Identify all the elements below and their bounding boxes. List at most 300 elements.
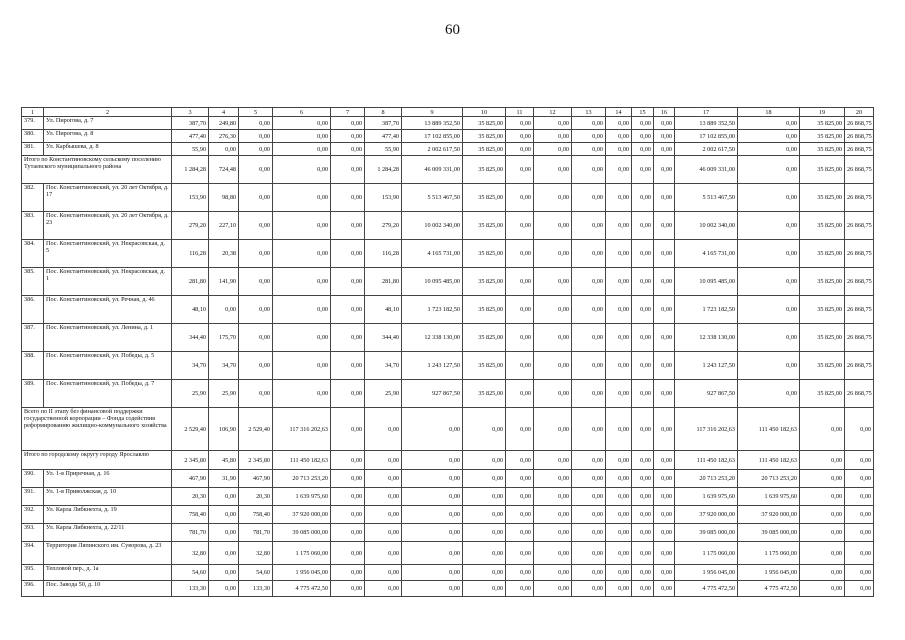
value-cell: 0,00	[534, 470, 572, 488]
value-cell: 0,00	[606, 488, 632, 506]
value-cell: 0,00	[209, 488, 239, 506]
value-cell: 5 513 467,50	[675, 184, 738, 212]
value-cell: 0,00	[463, 488, 506, 506]
value-cell: 0,00	[606, 156, 632, 184]
value-cell: 45,80	[209, 451, 239, 470]
value-cell: 0,00	[572, 143, 606, 156]
value-cell: 0,00	[606, 324, 632, 352]
value-cell: 0,00	[365, 470, 402, 488]
value-cell: 0,00	[632, 380, 654, 408]
address-cell: Пос. Константиновский, ул. Некрасовская, д. 5	[44, 240, 172, 268]
value-cell: 0,00	[506, 130, 534, 143]
value-cell: 26 868,75	[845, 352, 874, 380]
value-cell: 13 889 352,50	[675, 117, 738, 130]
value-cell: 927 867,50	[402, 380, 463, 408]
value-cell: 0,00	[606, 506, 632, 524]
value-cell: 0,00	[239, 268, 273, 296]
value-cell: 0,00	[209, 542, 239, 565]
value-cell: 0,00	[239, 352, 273, 380]
value-cell: 0,00	[534, 143, 572, 156]
value-cell: 0,00	[331, 506, 365, 524]
value-cell: 0,00	[654, 380, 675, 408]
value-cell: 0,00	[632, 184, 654, 212]
value-cell: 116,28	[172, 240, 209, 268]
value-cell: 35 825,00	[800, 268, 845, 296]
value-cell: 1 639 975,60	[273, 488, 331, 506]
value-cell: 17 102 855,00	[675, 130, 738, 143]
value-cell: 2 002 617,50	[675, 143, 738, 156]
value-cell: 0,00	[572, 296, 606, 324]
table-row	[22, 184, 874, 212]
value-cell: 12 338 130,00	[402, 324, 463, 352]
column-header: 12	[534, 108, 572, 117]
row-number: 391.	[22, 488, 44, 506]
value-cell: 0,00	[654, 488, 675, 506]
value-cell: 0,00	[463, 524, 506, 542]
value-cell: 25,90	[365, 380, 402, 408]
address-cell: Ул. Карбышева, д. 8	[44, 143, 172, 156]
value-cell: 35 825,00	[800, 240, 845, 268]
value-cell: 0,00	[239, 184, 273, 212]
value-cell: 0,00	[273, 324, 331, 352]
value-cell: 467,90	[172, 470, 209, 488]
value-cell: 0,00	[738, 296, 800, 324]
value-cell: 0,00	[331, 324, 365, 352]
value-cell: 117 316 202,63	[273, 408, 331, 451]
table-row	[22, 268, 874, 296]
value-cell: 0,00	[632, 524, 654, 542]
value-cell: 0,00	[506, 451, 534, 470]
value-cell: 0,00	[632, 581, 654, 597]
value-cell: 26 868,75	[845, 240, 874, 268]
value-cell: 0,00	[654, 296, 675, 324]
value-cell: 54,60	[239, 565, 273, 581]
value-cell: 0,00	[273, 212, 331, 240]
value-cell: 0,00	[738, 380, 800, 408]
column-header: 15	[632, 108, 654, 117]
value-cell: 0,00	[273, 143, 331, 156]
value-cell: 0,00	[506, 506, 534, 524]
value-cell: 0,00	[845, 542, 874, 565]
value-cell: 0,00	[365, 488, 402, 506]
value-cell: 20 713 253,20	[738, 470, 800, 488]
address-cell: Пос. Завода 50, д. 10	[44, 581, 172, 597]
value-cell: 0,00	[845, 524, 874, 542]
value-cell: 0,00	[632, 240, 654, 268]
value-cell: 35 825,00	[463, 352, 506, 380]
address-cell: Пос. Константиновский, ул. Некрасовская, д. 1	[44, 268, 172, 296]
table-row	[22, 542, 874, 565]
value-cell: 0,00	[365, 542, 402, 565]
value-cell: 12 338 130,00	[675, 324, 738, 352]
table-row	[22, 470, 874, 488]
value-cell: 0,00	[506, 324, 534, 352]
address-cell: Пос. Константиновский, ул. 20 лет Октября, д. 17	[44, 184, 172, 212]
value-cell: 344,40	[365, 324, 402, 352]
value-cell: 0,00	[654, 212, 675, 240]
value-cell: 34,70	[365, 352, 402, 380]
value-cell: 0,00	[273, 240, 331, 268]
value-cell: 0,00	[632, 143, 654, 156]
value-cell: 0,00	[209, 143, 239, 156]
address-cell: Ул. Пирогова, д. 8	[44, 130, 172, 143]
value-cell: 0,00	[506, 268, 534, 296]
value-cell: 0,00	[273, 296, 331, 324]
value-cell: 48,10	[365, 296, 402, 324]
value-cell: 1 639 975,60	[738, 488, 800, 506]
value-cell: 0,00	[654, 470, 675, 488]
value-cell: 10 002 340,00	[402, 212, 463, 240]
data-table	[21, 107, 874, 597]
value-cell: 0,00	[365, 408, 402, 451]
value-cell: 0,00	[534, 117, 572, 130]
value-cell: 4 165 731,00	[402, 240, 463, 268]
value-cell: 279,20	[365, 212, 402, 240]
value-cell: 0,00	[506, 117, 534, 130]
value-cell: 0,00	[632, 352, 654, 380]
value-cell: 0,00	[331, 524, 365, 542]
row-number: 385.	[22, 268, 44, 296]
value-cell: 927 867,50	[675, 380, 738, 408]
value-cell: 477,40	[365, 130, 402, 143]
value-cell: 0,00	[365, 506, 402, 524]
value-cell: 17 102 855,00	[402, 130, 463, 143]
table-row	[22, 117, 874, 130]
value-cell: 0,00	[800, 408, 845, 451]
value-cell: 0,00	[606, 240, 632, 268]
value-cell: 0,00	[506, 524, 534, 542]
row-number: 390.	[22, 470, 44, 488]
value-cell: 0,00	[606, 581, 632, 597]
value-cell: 0,00	[738, 240, 800, 268]
value-cell: 35 825,00	[463, 268, 506, 296]
row-number: 393.	[22, 524, 44, 542]
value-cell: 0,00	[632, 268, 654, 296]
value-cell: 0,00	[606, 268, 632, 296]
value-cell: 0,00	[654, 143, 675, 156]
value-cell: 35 825,00	[800, 380, 845, 408]
total-row	[22, 451, 874, 470]
value-cell: 0,00	[632, 408, 654, 451]
value-cell: 0,00	[463, 565, 506, 581]
value-cell: 0,00	[209, 565, 239, 581]
value-cell: 26 868,75	[845, 324, 874, 352]
value-cell: 0,00	[572, 506, 606, 524]
value-cell: 0,00	[365, 581, 402, 597]
address-cell: Ул. Пирогова, д. 7	[44, 117, 172, 130]
column-header: 11	[506, 108, 534, 117]
value-cell: 0,00	[654, 268, 675, 296]
value-cell: 35 825,00	[463, 212, 506, 240]
value-cell: 31,90	[209, 470, 239, 488]
value-cell: 0,00	[534, 542, 572, 565]
value-cell: 0,00	[534, 130, 572, 143]
value-cell: 0,00	[534, 212, 572, 240]
value-cell: 35 825,00	[800, 212, 845, 240]
value-cell: 724,48	[209, 156, 239, 184]
value-cell: 0,00	[273, 380, 331, 408]
value-cell: 26 868,75	[845, 156, 874, 184]
address-cell: Пос. Константиновский, ул. Речная, д. 46	[44, 296, 172, 324]
value-cell: 0,00	[606, 524, 632, 542]
value-cell: 0,00	[654, 451, 675, 470]
table-row	[22, 143, 874, 156]
value-cell: 0,00	[239, 143, 273, 156]
value-cell: 0,00	[534, 184, 572, 212]
value-cell: 0,00	[654, 352, 675, 380]
value-cell: 0,00	[534, 352, 572, 380]
value-cell: 0,00	[738, 184, 800, 212]
value-cell: 249,80	[209, 117, 239, 130]
table-row	[22, 240, 874, 268]
value-cell: 34,70	[209, 352, 239, 380]
table-row	[22, 524, 874, 542]
value-cell: 0,00	[606, 184, 632, 212]
table-row	[22, 324, 874, 352]
row-number: 383.	[22, 212, 44, 240]
table-row	[22, 380, 874, 408]
value-cell: 0,00	[463, 451, 506, 470]
value-cell: 758,40	[239, 506, 273, 524]
row-number: 382.	[22, 184, 44, 212]
value-cell: 37 920 000,00	[273, 506, 331, 524]
value-cell: 0,00	[606, 542, 632, 565]
value-cell: 0,00	[632, 130, 654, 143]
value-cell: 344,40	[172, 324, 209, 352]
value-cell: 26 868,75	[845, 184, 874, 212]
value-cell: 0,00	[273, 268, 331, 296]
value-cell: 0,00	[572, 130, 606, 143]
value-cell: 1 956 045,00	[675, 565, 738, 581]
column-header: 10	[463, 108, 506, 117]
table-row	[22, 565, 874, 581]
value-cell: 0,00	[365, 524, 402, 542]
value-cell: 0,00	[654, 324, 675, 352]
value-cell: 0,00	[800, 581, 845, 597]
value-cell: 0,00	[632, 296, 654, 324]
column-header: 16	[654, 108, 675, 117]
column-header: 2	[44, 108, 172, 117]
value-cell: 0,00	[654, 156, 675, 184]
value-cell: 0,00	[572, 524, 606, 542]
address-cell: Пос. Константиновский, ул. Победы, д. 5	[44, 352, 172, 380]
address-cell: Ул. Карла Либкнехта, д. 22/11	[44, 524, 172, 542]
value-cell: 0,00	[845, 488, 874, 506]
value-cell: 0,00	[534, 524, 572, 542]
value-cell: 35 825,00	[800, 156, 845, 184]
value-cell: 32,80	[239, 542, 273, 565]
value-cell: 758,40	[172, 506, 209, 524]
value-cell: 153,90	[172, 184, 209, 212]
value-cell: 2 345,80	[172, 451, 209, 470]
value-cell: 0,00	[463, 408, 506, 451]
value-cell: 0,00	[506, 184, 534, 212]
value-cell: 0,00	[331, 240, 365, 268]
row-number: 388.	[22, 352, 44, 380]
column-header: 6	[273, 108, 331, 117]
value-cell: 153,90	[365, 184, 402, 212]
value-cell: 0,00	[239, 296, 273, 324]
value-cell: 2 002 617,50	[402, 143, 463, 156]
value-cell: 0,00	[506, 565, 534, 581]
value-cell: 0,00	[572, 451, 606, 470]
value-cell: 0,00	[331, 565, 365, 581]
value-cell: 0,00	[534, 240, 572, 268]
value-cell: 0,00	[800, 470, 845, 488]
value-cell: 35 825,00	[800, 117, 845, 130]
value-cell: 0,00	[632, 488, 654, 506]
value-cell: 0,00	[738, 212, 800, 240]
value-cell: 0,00	[331, 380, 365, 408]
value-cell: 0,00	[209, 296, 239, 324]
value-cell: 35 825,00	[463, 143, 506, 156]
value-cell: 20,30	[172, 488, 209, 506]
value-cell: 26 868,75	[845, 117, 874, 130]
value-cell: 13 889 352,50	[402, 117, 463, 130]
value-cell: 0,00	[654, 130, 675, 143]
value-cell: 0,00	[572, 470, 606, 488]
value-cell: 0,00	[534, 506, 572, 524]
value-cell: 0,00	[845, 470, 874, 488]
value-cell: 0,00	[606, 565, 632, 581]
value-cell: 0,00	[506, 143, 534, 156]
value-cell: 227,10	[209, 212, 239, 240]
value-cell: 4 165 731,00	[675, 240, 738, 268]
value-cell: 1 723 182,50	[675, 296, 738, 324]
value-cell: 0,00	[506, 296, 534, 324]
value-cell: 0,00	[572, 408, 606, 451]
row-number: 389.	[22, 380, 44, 408]
value-cell: 0,00	[534, 156, 572, 184]
value-cell: 0,00	[331, 117, 365, 130]
value-cell: 0,00	[506, 408, 534, 451]
value-cell: 0,00	[606, 470, 632, 488]
column-header: 14	[606, 108, 632, 117]
value-cell: 0,00	[506, 240, 534, 268]
value-cell: 0,00	[606, 408, 632, 451]
value-cell: 387,70	[172, 117, 209, 130]
value-cell: 34,70	[172, 352, 209, 380]
value-cell: 35 825,00	[800, 130, 845, 143]
value-cell: 0,00	[239, 130, 273, 143]
value-cell: 0,00	[331, 184, 365, 212]
value-cell: 1 243 127,50	[675, 352, 738, 380]
table-row	[22, 352, 874, 380]
value-cell: 0,00	[572, 380, 606, 408]
column-header: 17	[675, 108, 738, 117]
value-cell: 0,00	[800, 506, 845, 524]
page-number: 60	[445, 22, 460, 38]
value-cell: 0,00	[506, 212, 534, 240]
address-cell: Пос. Константиновский, ул. Победы, д. 7	[44, 380, 172, 408]
value-cell: 0,00	[331, 488, 365, 506]
value-cell: 0,00	[572, 488, 606, 506]
column-header: 9	[402, 108, 463, 117]
value-cell: 0,00	[572, 352, 606, 380]
value-cell: 0,00	[632, 470, 654, 488]
row-number: 396.	[22, 581, 44, 597]
address-cell: Пос. Константиновский, ул. 20 лет Октября, д. 23	[44, 212, 172, 240]
value-cell: 1 175 060,00	[273, 542, 331, 565]
value-cell: 281,80	[172, 268, 209, 296]
row-number: 379.	[22, 117, 44, 130]
value-cell: 0,00	[606, 352, 632, 380]
value-cell: 781,70	[239, 524, 273, 542]
value-cell: 2 529,40	[172, 408, 209, 451]
value-cell: 477,40	[172, 130, 209, 143]
row-number: 395.	[22, 565, 44, 581]
value-cell: 0,00	[506, 470, 534, 488]
value-cell: 0,00	[534, 380, 572, 408]
value-cell: 26 868,75	[845, 268, 874, 296]
value-cell: 35 825,00	[463, 380, 506, 408]
value-cell: 0,00	[606, 296, 632, 324]
value-cell: 0,00	[654, 408, 675, 451]
table-row	[22, 296, 874, 324]
value-cell: 1 284,28	[365, 156, 402, 184]
value-cell: 0,00	[632, 451, 654, 470]
value-cell: 0,00	[738, 156, 800, 184]
value-cell: 0,00	[331, 268, 365, 296]
address-cell: Территория Ляпинского им. Суворова, д. 23	[44, 542, 172, 565]
value-cell: 111 450 182,63	[675, 451, 738, 470]
value-cell: 106,90	[209, 408, 239, 451]
value-cell: 0,00	[534, 565, 572, 581]
value-cell: 0,00	[463, 542, 506, 565]
address-cell: Ул. Карла Либкнехта, д. 19	[44, 506, 172, 524]
value-cell: 111 450 182,63	[273, 451, 331, 470]
value-cell: 1 175 060,00	[738, 542, 800, 565]
row-number: 392.	[22, 506, 44, 524]
table-row	[22, 488, 874, 506]
value-cell: 0,00	[572, 240, 606, 268]
value-cell: 0,00	[506, 380, 534, 408]
value-cell: 35 825,00	[463, 156, 506, 184]
value-cell: 0,00	[845, 581, 874, 597]
value-cell: 35 825,00	[800, 324, 845, 352]
value-cell: 117 316 202,63	[675, 408, 738, 451]
value-cell: 0,00	[331, 352, 365, 380]
value-cell: 0,00	[273, 117, 331, 130]
value-cell: 175,70	[209, 324, 239, 352]
value-cell: 25,90	[172, 380, 209, 408]
value-cell: 0,00	[800, 451, 845, 470]
value-cell: 0,00	[209, 506, 239, 524]
value-cell: 20,30	[239, 488, 273, 506]
value-cell: 0,00	[402, 581, 463, 597]
value-cell: 0,00	[239, 117, 273, 130]
row-number: 380.	[22, 130, 44, 143]
column-header: 8	[365, 108, 402, 117]
value-cell: 4 775 472,50	[273, 581, 331, 597]
value-cell: 37 920 000,00	[675, 506, 738, 524]
value-cell: 0,00	[572, 565, 606, 581]
column-header: 20	[845, 108, 874, 117]
value-cell: 0,00	[331, 296, 365, 324]
value-cell: 0,00	[632, 542, 654, 565]
value-cell: 0,00	[534, 408, 572, 451]
value-cell: 0,00	[239, 212, 273, 240]
value-cell: 20 713 253,20	[273, 470, 331, 488]
value-cell: 276,30	[209, 130, 239, 143]
value-cell: 2 345,80	[239, 451, 273, 470]
value-cell: 781,70	[172, 524, 209, 542]
value-cell: 35 825,00	[800, 184, 845, 212]
value-cell: 0,00	[273, 130, 331, 143]
value-cell: 0,00	[572, 156, 606, 184]
value-cell: 1 723 182,50	[402, 296, 463, 324]
value-cell: 0,00	[738, 130, 800, 143]
